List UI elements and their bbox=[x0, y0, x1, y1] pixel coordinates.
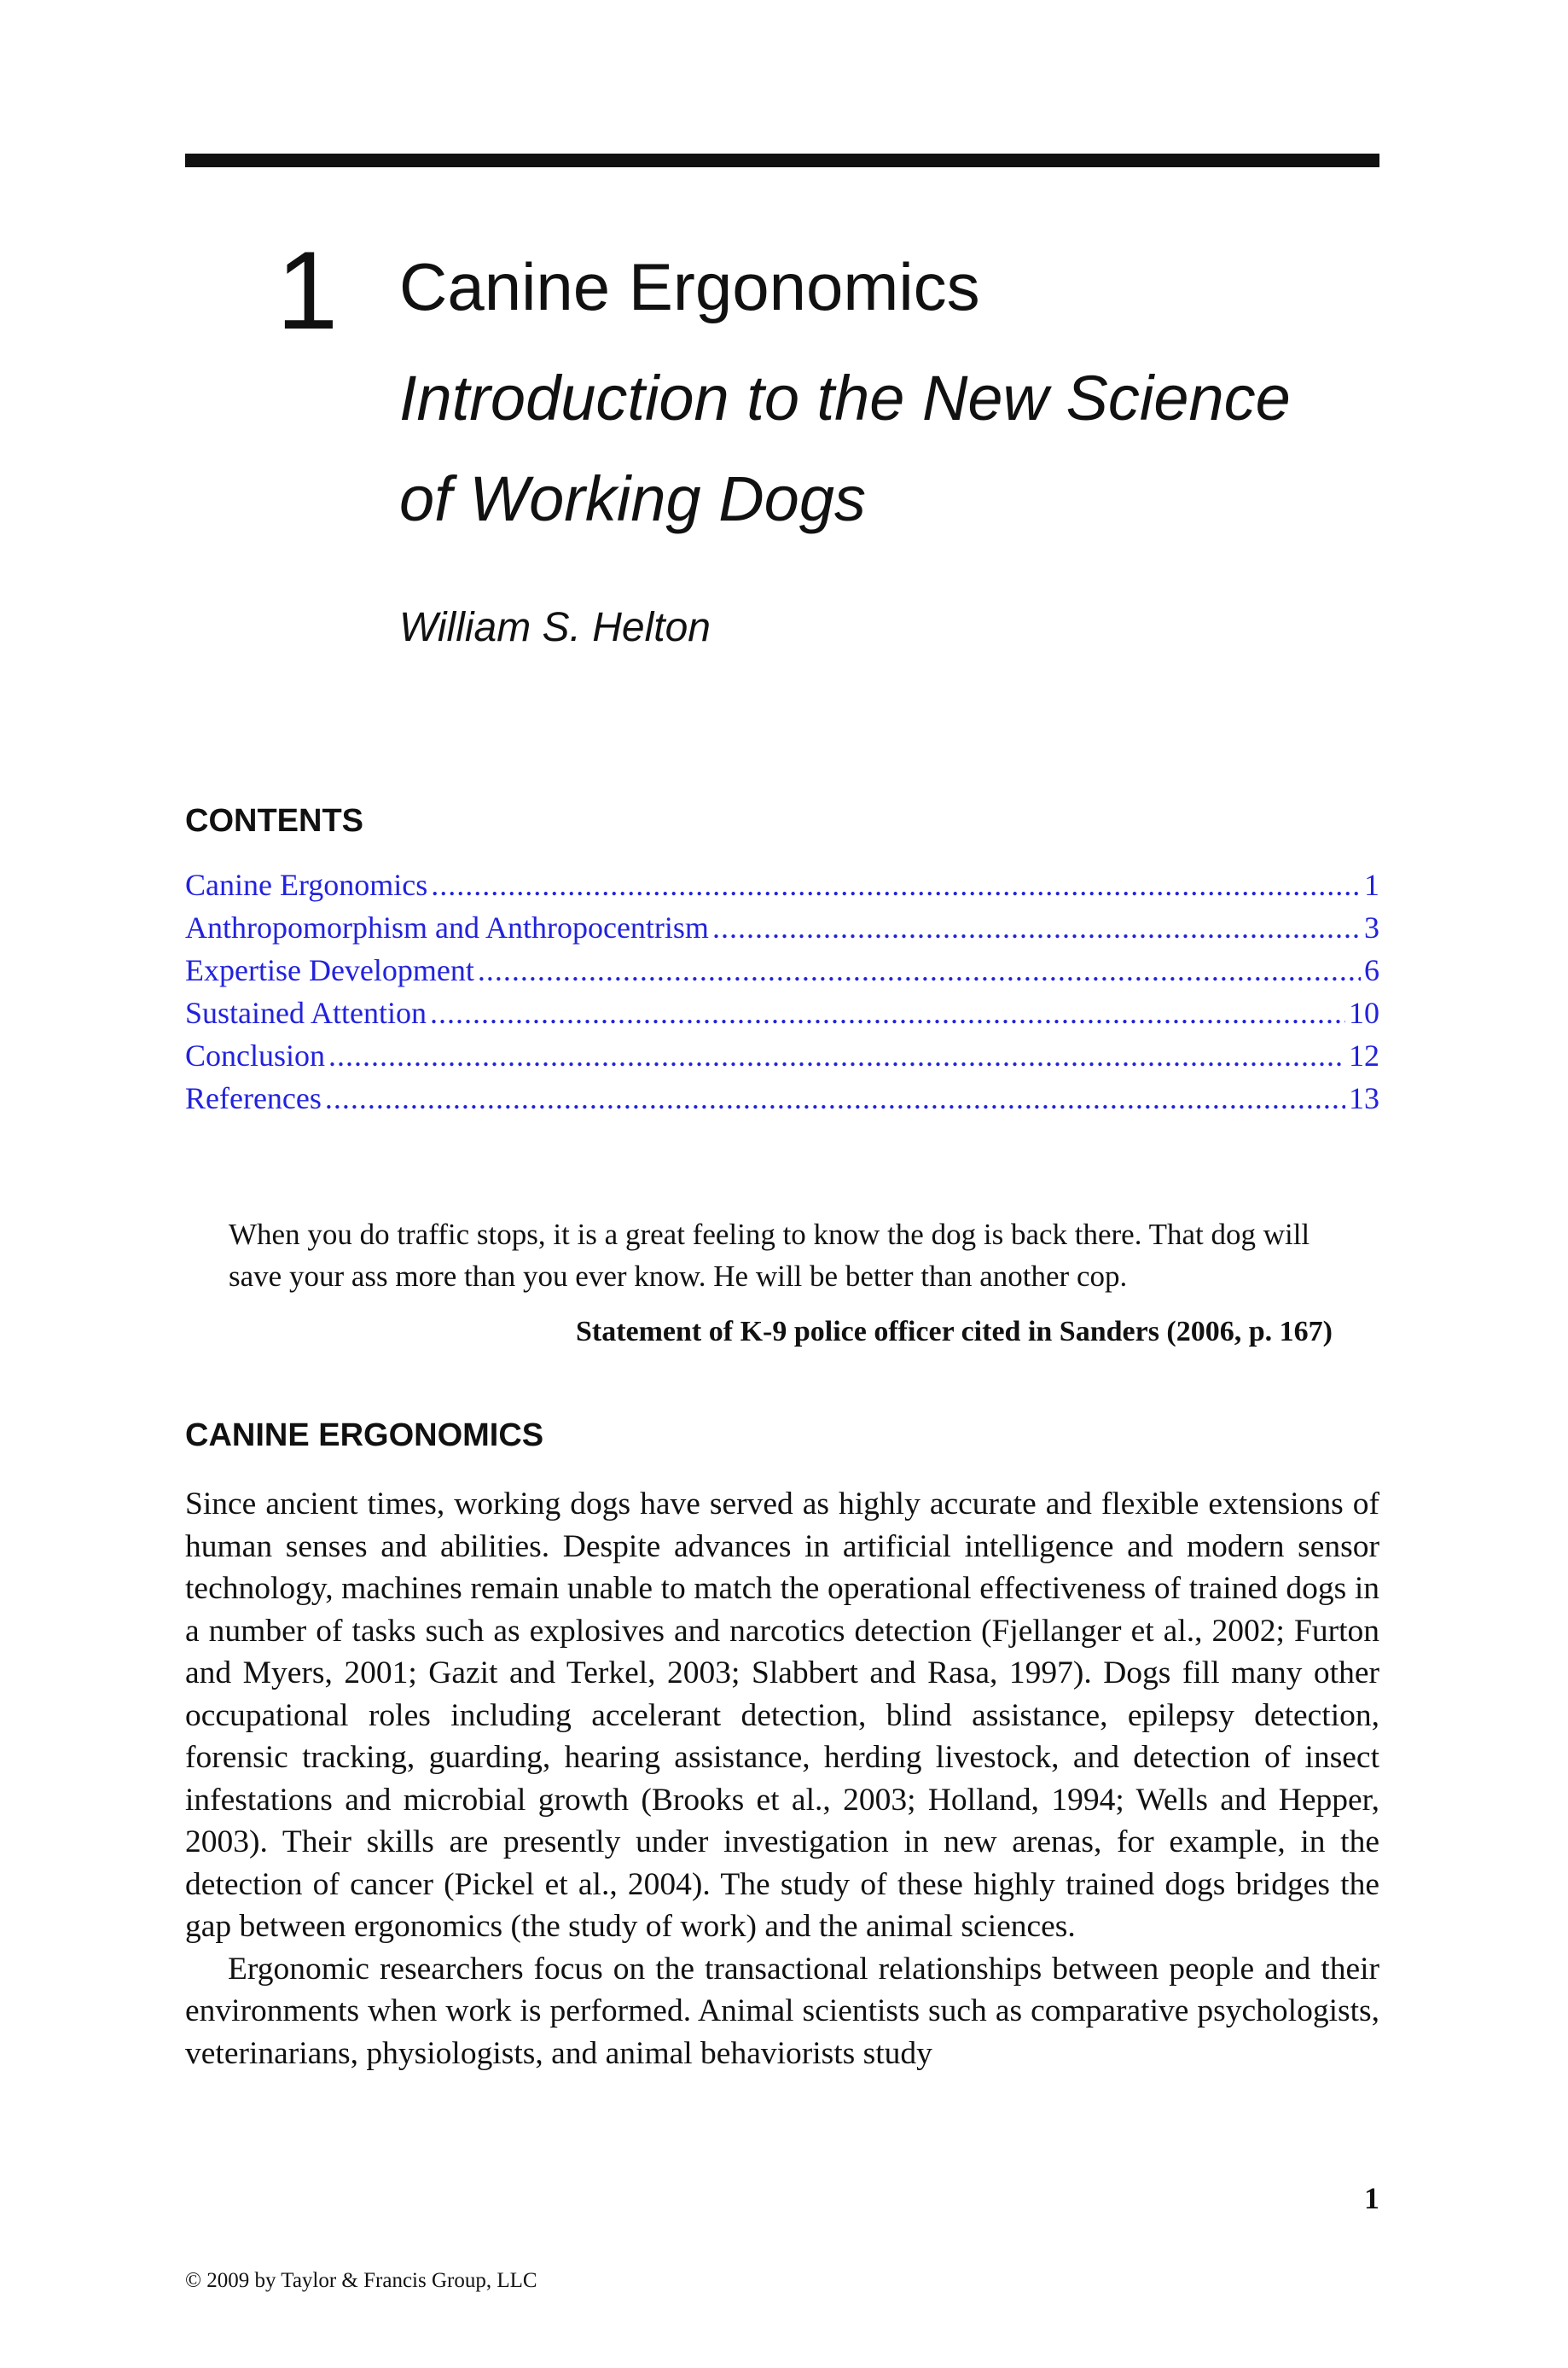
toc-entry-page[interactable]: 13 bbox=[1349, 1081, 1379, 1115]
page-number: 1 bbox=[1364, 2181, 1379, 2215]
epigraph-attribution: Statement of K-9 police officer cited in Sanders (2006, p. 167) bbox=[575, 1316, 1333, 1347]
toc-leader-dots bbox=[325, 1077, 1345, 1120]
toc-entry-page[interactable]: 6 bbox=[1364, 953, 1379, 987]
toc-entry-title[interactable]: Canine Ergonomics bbox=[185, 868, 428, 902]
chapter-top-rule bbox=[185, 154, 1379, 167]
toc-entry-conclusion[interactable] bbox=[185, 1034, 1379, 1077]
toc-entry-references[interactable] bbox=[185, 1077, 1379, 1120]
toc-entry-title[interactable]: Anthropomorphism and Anthropocentrism bbox=[185, 911, 709, 945]
toc-leader-dots bbox=[431, 864, 1361, 906]
toc-leader-dots bbox=[430, 992, 1345, 1034]
toc-entry-canine-ergonomics[interactable] bbox=[185, 864, 1379, 906]
toc-entry-title[interactable]: References bbox=[185, 1081, 322, 1115]
toc-leader-dots bbox=[478, 949, 1361, 992]
toc-leader-dots bbox=[712, 906, 1361, 949]
toc-leader-dots bbox=[328, 1034, 1345, 1077]
toc-entry-page[interactable]: 10 bbox=[1349, 996, 1379, 1030]
toc-entry-title[interactable]: Expertise Development bbox=[185, 953, 474, 987]
toc-entry-title[interactable]: Sustained Attention bbox=[185, 996, 427, 1030]
toc-entry-sustained-attention[interactable] bbox=[185, 992, 1379, 1034]
section-heading: CANINE ERGONOMICS bbox=[185, 1417, 544, 1453]
toc-entry-expertise-development[interactable] bbox=[185, 949, 1379, 992]
epigraph-quote: When you do traffic stops, it is a great feeling to know the dog is back there. That dog will save your ass more than you ever know. He will be better than another cop. bbox=[229, 1218, 1310, 1293]
chapter-subtitle: Introduction to the New Science of Working Dogs bbox=[399, 363, 1291, 534]
contents-heading: CONTENTS bbox=[185, 803, 363, 839]
body-paragraph: Since ancient times, working dogs have served as highly accurate and flexible extensions of human senses and abilities. Despite advances in artificial intelligence and modern sensor technology, machines remain unable to match the operational effectiveness of trained dogs in a number of tasks such as explosives and narcotics detection (Fjellanger et al., 2002; Furton and Myers, 2001; Gazit and Terkel, 2003; Slabbert and Rasa, 1997). Dogs fill many other occupational roles including accelerant detection, blind assistance, epilepsy detection, forensic tracking, guarding, hearing assistance, herding livestock, and detection of insect infestations and microbial growth (Brooks et al., 2003; Holland, 1994; Wells and Hepper, 2003). Their skills are presently under investigation in new arenas, for example, in the detection of cancer (Pickel et al., 2004). The study of these highly trained dogs bridges the gap between ergonomics (the study of work) and the animal sciences. bbox=[185, 1487, 1379, 1944]
body-paragraph: Ergonomic researchers focus on the transactional relationships between people and their environments when work is performed. Animal scientists such as comparative psychologists, veterinarians, physiologists, and animal behaviorists study bbox=[185, 1951, 1379, 2071]
table-of-contents bbox=[185, 864, 1379, 1120]
toc-entry-page[interactable]: 12 bbox=[1349, 1039, 1379, 1073]
toc-entry-page[interactable]: 1 bbox=[1364, 868, 1379, 902]
toc-entry-title[interactable]: Conclusion bbox=[185, 1039, 326, 1073]
toc-entry-page[interactable]: 3 bbox=[1364, 911, 1379, 945]
chapter-author: William S. Helton bbox=[399, 605, 711, 650]
chapter-title: Canine Ergonomics bbox=[399, 249, 980, 324]
copyright-notice: © 2009 by Taylor & Francis Group, LLC bbox=[185, 2269, 537, 2292]
chapter-number: 1 bbox=[276, 228, 339, 352]
toc-entry-anthropomorphism[interactable] bbox=[185, 906, 1379, 949]
section-body bbox=[185, 1483, 1379, 2074]
